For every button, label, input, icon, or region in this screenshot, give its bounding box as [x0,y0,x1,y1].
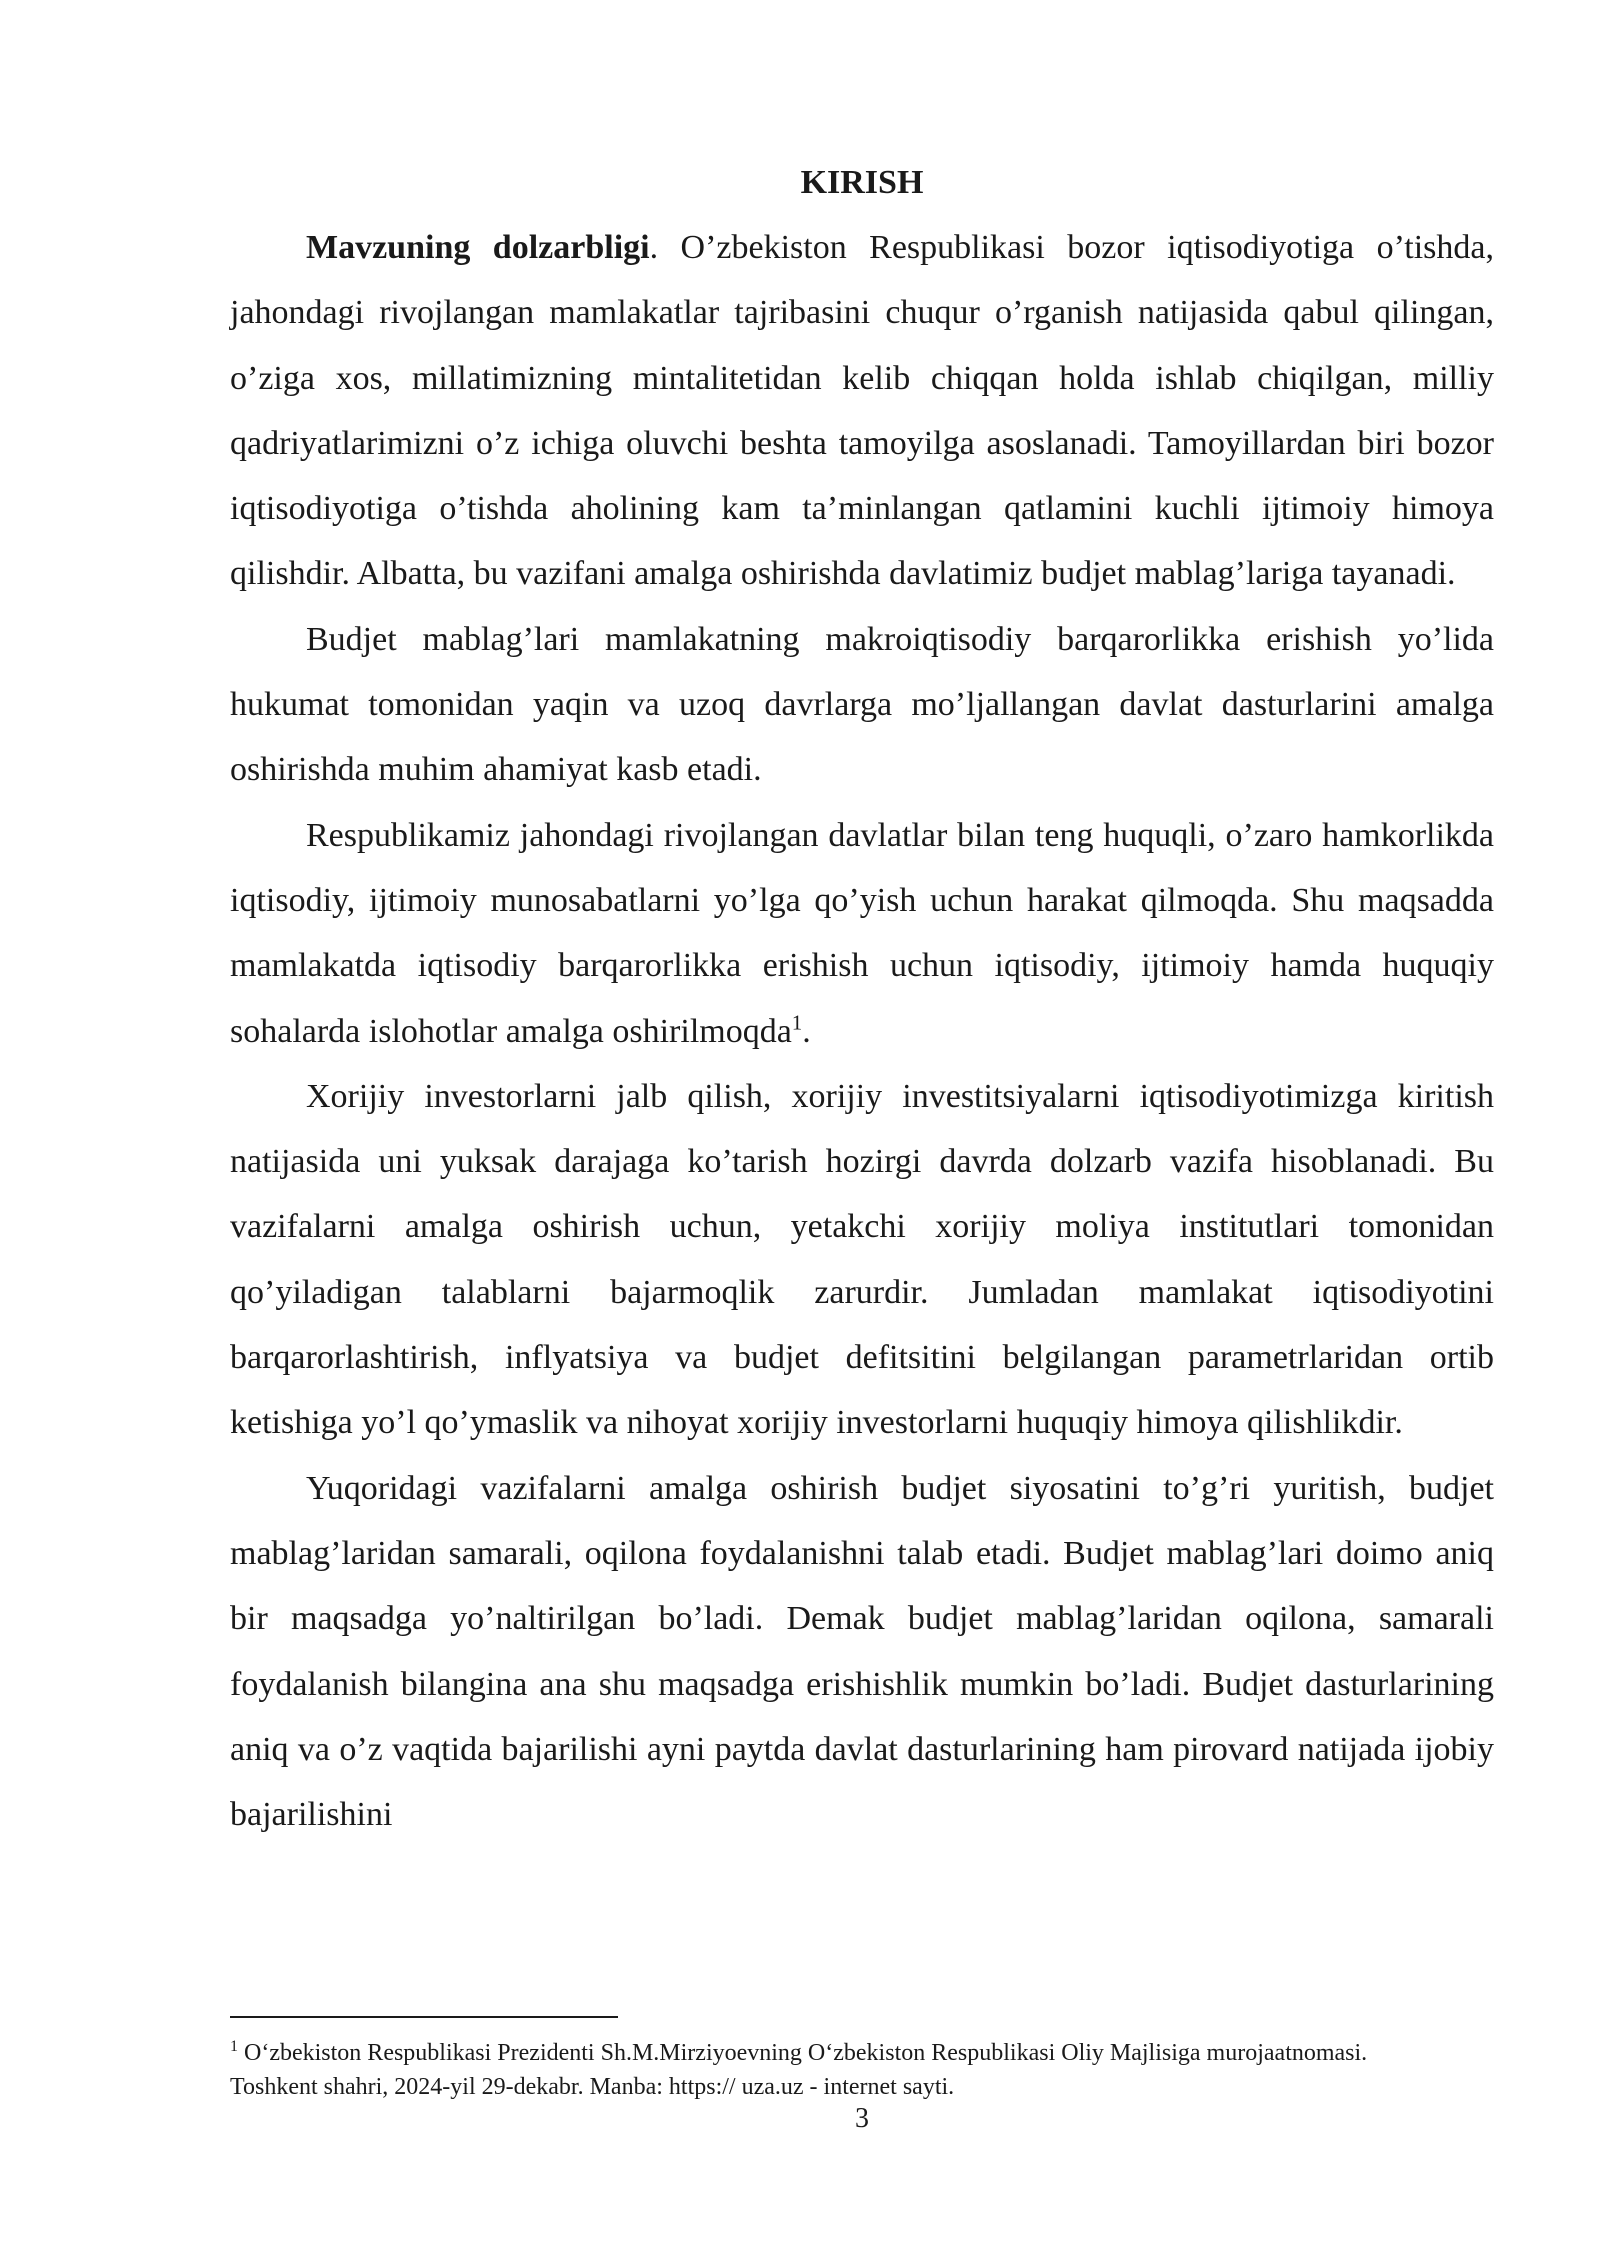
footnote-separator [230,2016,618,2018]
paragraph-tail: . [802,1012,811,1050]
footnote-text: O‘zbekiston Respublikasi Prezidenti Sh.M.Mirziyoevning O‘zbekiston Respublikasi Oliy Majlisiga murojaatnomasi. Toshkent shahri, 2024-yil 29-dekabr. Manba: https:// uza.uz - internet sayti. [230,2040,1368,2100]
paragraph-4 [230,1064,1494,1456]
page-number: 3 [855,2103,869,2134]
paragraph-text: Respublikamiz jahondagi rivojlangan davlatlar bilan teng huquqli, o’zaro hamkorlikda iqtisodiy, ijtimoiy munosabatlarni yo’lga qo’yish uchun harakat qilmoqda. Shu maqsadda mamlakatda iqtisodiy barqarorlikka erishish uchun iqtisodiy, ijtimoiy hamda huquqiy sohalarda islohotlar amalga oshirilmoqda [230,816,1494,1050]
paragraph-3 [230,803,1494,1064]
section-heading: KIRISH [800,164,924,201]
footnote-reference[interactable]: 1 [791,1010,803,1035]
footnote-marker: 1 [230,2038,238,2055]
paragraph-lead-bold: Mavzuning dolzarbligi [306,229,650,266]
paragraph-2 [230,607,1494,803]
paragraph-text: Budjet mablag’lari mamlakatning makroiqtisodiy barqarorlikka erishish yo’lida hukumat tomonidan yaqin va uzoq davrlarga mo’ljallangan davlat dasturlarini amalga oshirishda muhim ahamiyat kasb etadi. [230,620,1494,789]
paragraph-text: . O’zbekiston Respublikasi bozor iqtisodiyotiga o’tishda, jahondagi rivojlangan mamlakatlar tajribasini chuqur o’rganish natijasida qabul qilingan, o’ziga xos, millatimizning mintalitetidan kelib chiqqan holda ishlab chiqilgan, milliy qadriyatlarimizni o’z ichiga oluvchi beshta tamoyilga asoslanadi. Tamoyillardan biri bozor iqtisodiyotiga o’tishda aholining kam ta’minlangan qatlamini kuchli ijtimoiy himoya qilishdir. Albatta, bu vazifani amalga oshirishda davlatimiz budjet mablag’lariga tayanadi. [230,229,1494,593]
main-text [230,150,1494,1847]
footnote [230,2036,1380,2104]
paragraph-5 [230,1456,1494,1848]
paragraph-text: Xorijiy investorlarni jalb qilish, xorijiy investitsiyalarni iqtisodiyotimizga kiritish natijasida uni yuksak darajaga ko’tarish hozirgi davrda dolzarb vazifa hisoblanadi. Bu vazifalarni amalga oshirish uchun, yetakchi xorijiy moliya institutlari tomonidan qo’yiladigan talablarni bajarmoqlik zarurdir. Jumladan mamlakat iqtisodiyotini barqarorlashtirish, inflyatsiya va budjet defitsitini belgilangan parametrlaridan ortib ketishiga yo’l qo’ymaslik va nihoyat xorijiy investorlarni huquqiy himoya qilishlikdir. [230,1077,1494,1442]
paragraph-text: Yuqoridagi vazifalarni amalga oshirish budjet siyosatini to’g’ri yuritish, budjet mablag’laridan samarali, oqilona foydalanishni talab etadi. Budjet mablag’lari doimo aniq bir maqsadga yo’naltirilgan bo’ladi. Demak budjet mablag’laridan oqilona, samarali foydalanish bilangina ana shu maqsadga erishishlik mumkin bo’ladi. Budjet dasturlarining aniq va o’z vaqtida bajarilishi ayni paytda davlat dasturlarining ham pirovard natijada ijobiy bajarilishini [230,1469,1494,1834]
paragraph-1 [230,215,1494,607]
